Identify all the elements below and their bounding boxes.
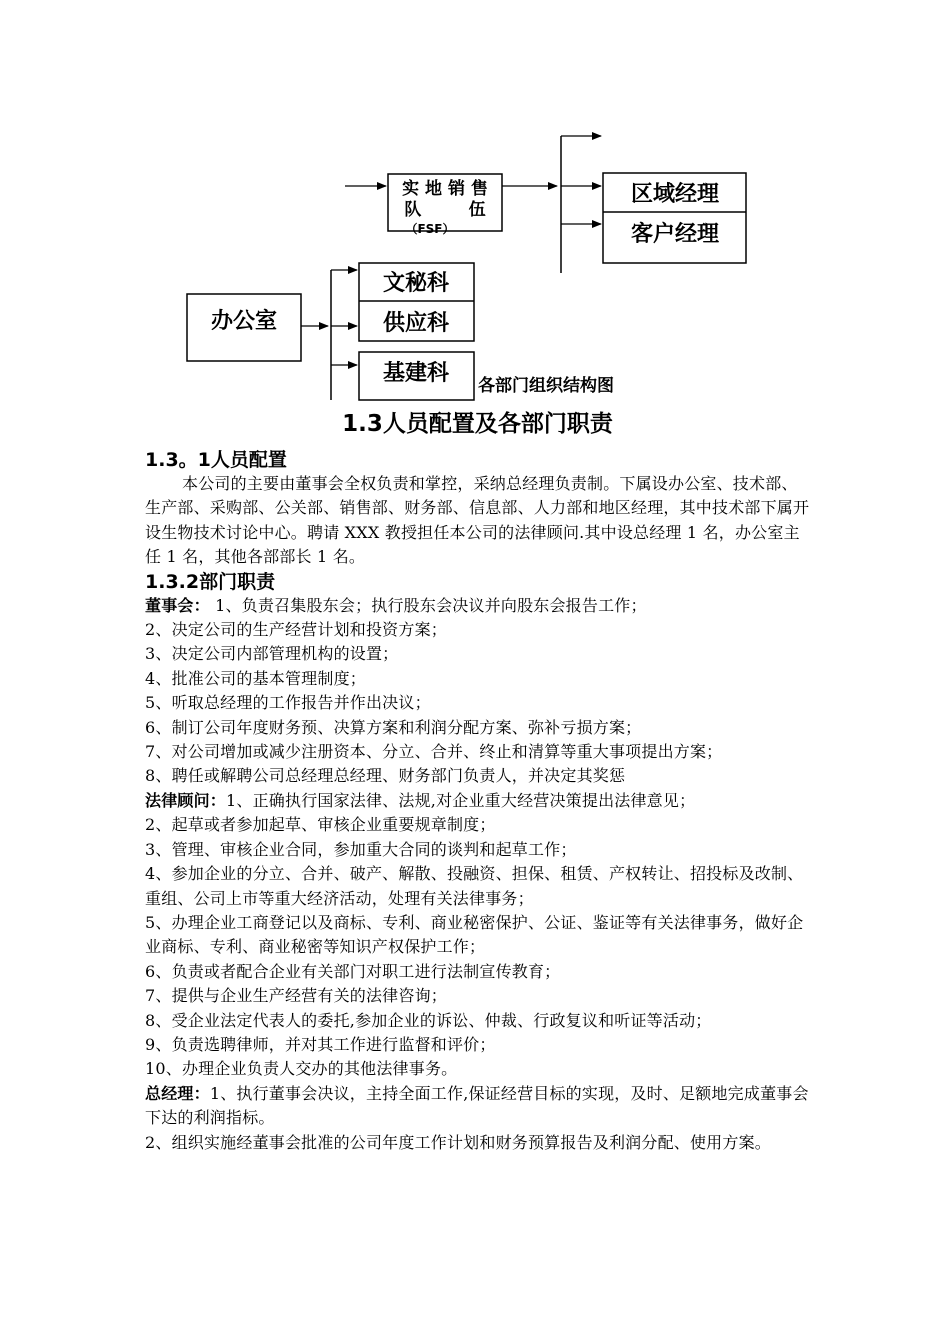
fse-box-line1: 实 地 销 售 [402, 179, 488, 199]
supply-section-label: 供应科 [382, 311, 450, 336]
board-item: 7、对公司增加或减少注册资本、分立、合并、终止和清算等重大事项提出方案； [145, 742, 723, 762]
account-manager-label: 客户经理 [630, 222, 720, 247]
staffing-heading: 1.3。1人员配置 [145, 449, 287, 471]
legal-item: 5、办理企业工商登记以及商标、专利、商业秘密保护、公证、鉴证等有关法律事务，做好企业商标、专利、商业秘密等知识产权保护工作； [145, 912, 804, 957]
construction-section-label: 基建科 [382, 361, 450, 386]
legal-item: 2、起草或者参加起草、审核企业重要规章制度； [145, 815, 496, 835]
board-label: 董事会： [145, 595, 210, 615]
diagram-caption: 各部门组织结构图 [478, 376, 614, 396]
legal-item: 9、负责选聘律师，并对其工作进行监督和评价； [145, 1034, 496, 1054]
legal-item-1: 1、正确执行国家法律、法规,对企业重大经营决策提出法律意见； [226, 790, 696, 810]
duties-heading: 1.3.2部门职责 [145, 570, 276, 593]
board-first-item [145, 594, 810, 618]
board-item-1: 1、负责召集股东会；执行股东会决议并向股东会报告工作； [209, 595, 647, 615]
fse-box-line2: 队 伍 [404, 200, 486, 220]
board-item: 5、听取总经理的工作报告并作出决议； [145, 693, 431, 713]
office-label: 办公室 [210, 309, 278, 334]
gm-first-item [145, 1082, 810, 1131]
board-item: 4、批准公司的基本管理制度； [145, 668, 366, 688]
gm-label: 总经理： [145, 1083, 210, 1103]
legal-first-item [145, 789, 810, 813]
legal-item: 8、受企业法定代表人的委托,参加企业的诉讼、仲裁、行政复议和听证等活动； [145, 1010, 712, 1030]
secretary-section-label: 文秘科 [382, 271, 450, 296]
legal-item: 6、负责或者配合企业有关部门对职工进行法制宣传教育； [145, 961, 561, 981]
board-item: 3、决定公司内部管理机构的设置； [145, 644, 399, 664]
legal-item: 10、办理企业负责人交办的其他法律事务。 [145, 1059, 458, 1079]
staffing-paragraph: 本公司的主要由董事会全权负责和掌控，采纳总经理负责制。下属设办公室、技术部、生产部、采购部、公关部、销售部、财务部、信息部、人力部和地区经理，其中技术部下属开设生物技术讨论中心。聘请 XXX 教授担任本公司的法律顾问.其中设总经理 1 名，办公室主任 1 名，其他各部部长 1 名。 [145, 474, 810, 567]
regional-manager-label: 区域经理 [630, 182, 720, 207]
board-item: 6、制订公司年度财务预、决算方案和利润分配方案、弥补亏损方案； [145, 717, 642, 737]
board-item: 8、聘任或解聘公司总经理总经理、财务部门负责人，并决定其奖惩 [145, 766, 626, 786]
section-title: 1.3人员配置及各部门职责 [342, 411, 613, 437]
document-body [145, 408, 810, 1155]
legal-item: 4、参加企业的分立、合并、破产、解散、投融资、担保、租赁、产权转让、招投标及改制、重组、公司上市等重大经济活动，处理有关法律事务； [145, 864, 804, 908]
board-item: 2、决定公司的生产经营计划和投资方案； [145, 620, 447, 640]
legal-label: 法律顾问： [145, 790, 227, 810]
fse-box-line3: （FSF） [405, 222, 455, 236]
legal-item: 7、提供与企业生产经营有关的法律咨询； [145, 986, 447, 1006]
gm-item: 2、组织实施经董事会批准的公司年度工作计划和财务预算报告及利润分配、使用方案。 [145, 1132, 771, 1152]
gm-item-1: 1、执行董事会决议，主持全面工作,保证经营目标的实现，及时、足额地完成董事会下达的利润指标。 [145, 1083, 809, 1128]
legal-item: 3、管理、审核企业合同，参加重大合同的谈判和起草工作； [145, 839, 577, 859]
org-structure-diagram [0, 0, 950, 408]
